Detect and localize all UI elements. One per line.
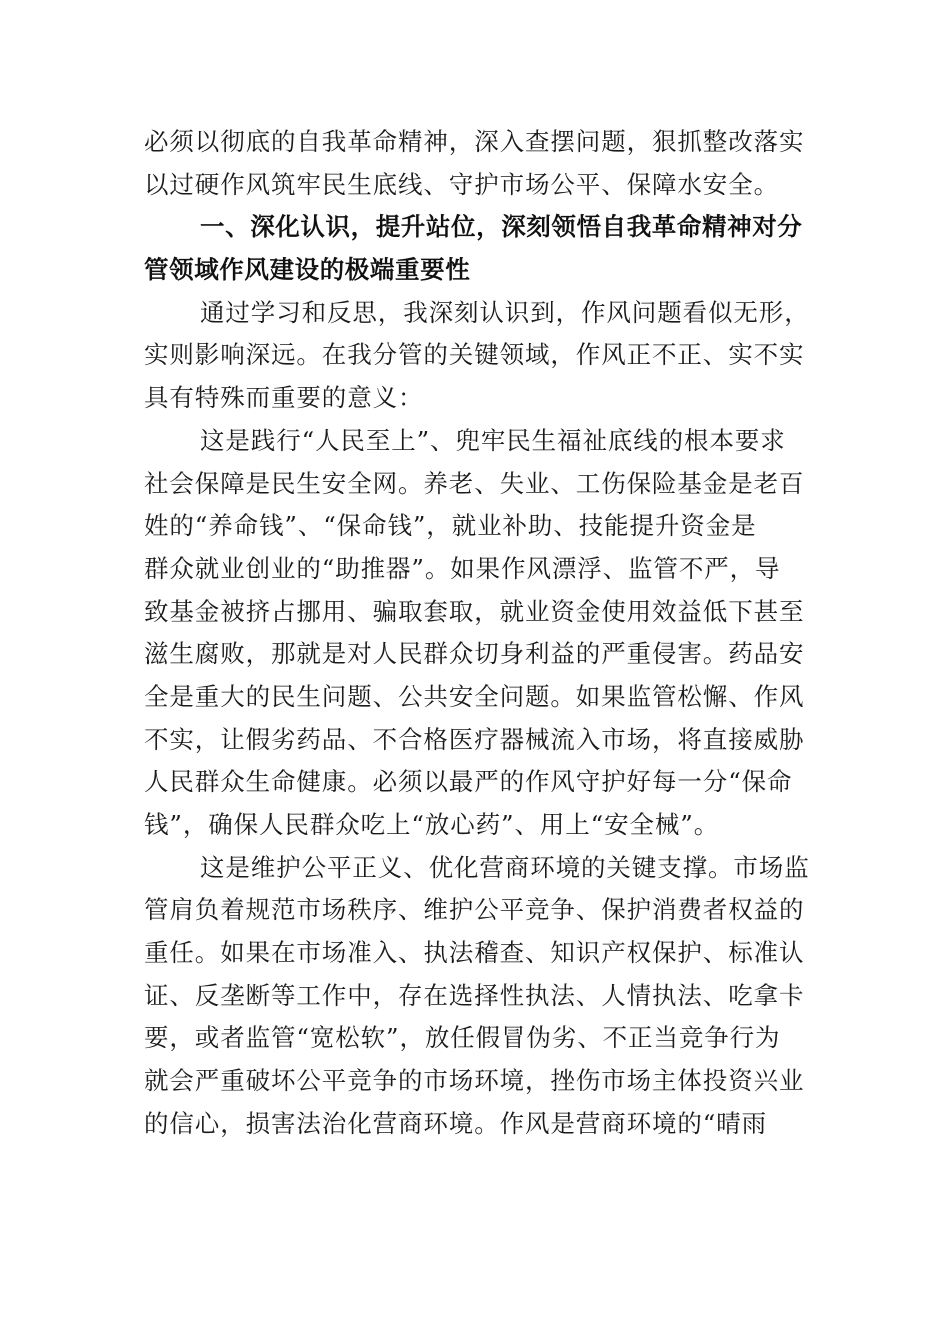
body-line: 就会严重破坏公平竞争的市场环境，挫伤市场主体投资兴业 — [144, 1066, 805, 1096]
body-line: 社会保障是民生安全网。养老、失业、工伤保险基金是老百 — [144, 468, 805, 498]
body-line: 实则影响深远。在我分管的关键领域，作风正不正、实不实 — [144, 340, 805, 370]
body-line: 的信心，损害法治化营商环境。作风是营商环境的“晴雨 — [144, 1108, 768, 1138]
body-line: 不实，让假劣药品、不合格医疗器械流入市场，将直接威胁 — [144, 724, 805, 754]
body-line: 钱”，确保人民群众吃上“放心药”、用上“安全械”。 — [144, 810, 720, 839]
body-line: 通过学习和反思，我深刻认识到，作风问题看似无形， — [200, 297, 810, 327]
body-line: 证、反垄断等工作中，存在选择性执法、人情执法、吃拿卡 — [144, 980, 805, 1010]
body-line: 群众就业创业的“助推器”。如果作风漂浮、监管不严，导 — [144, 553, 781, 583]
body-line: 滋生腐败，那就是对人民群众切身利益的严重侵害。药品安 — [144, 639, 805, 669]
section-heading-line: 管领域作风建设的极端重要性 — [144, 255, 471, 285]
body-line: 以过硬作风筑牢民生底线、守护市场公平、保障水安全。 — [144, 169, 779, 199]
body-line: 具有特殊而重要的意义： — [144, 383, 424, 413]
body-line: 这是践行“人民至上”、兜牢民生福祉底线的根本要求 — [200, 425, 786, 455]
section-heading-line: 一、深化认识，提升站位，深刻领悟自我革命精神对分 — [200, 212, 803, 242]
body-line: 管肩负着规范市场秩序、维护公平竞争、保护消费者权益的 — [144, 895, 805, 925]
body-line: 重任。如果在市场准入、执法稽查、知识产权保护、标准认 — [144, 938, 805, 968]
body-line: 姓的“养命钱”、“保命钱”，就业补助、技能提升资金是 — [144, 511, 757, 541]
body-line: 这是维护公平正义、优化营商环境的关键支撑。市场监 — [200, 852, 810, 882]
body-line: 人民群众生命健康。必须以最严的作风守护好每一分“保命 — [144, 767, 793, 797]
body-line: 必须以彻底的自我革命精神，深入查摆问题，狠抓整改落实 — [144, 127, 805, 156]
document-body — [144, 121, 810, 1146]
body-line: 全是重大的民生问题、公共安全问题。如果监管松懈、作风 — [144, 681, 805, 711]
body-line: 要，或者监管“宽松软”，放任假冒伪劣、不正当竞争行为 — [144, 1023, 781, 1053]
body-line: 致基金被挤占挪用、骗取套取，就业资金使用效益低下甚至 — [144, 596, 805, 626]
